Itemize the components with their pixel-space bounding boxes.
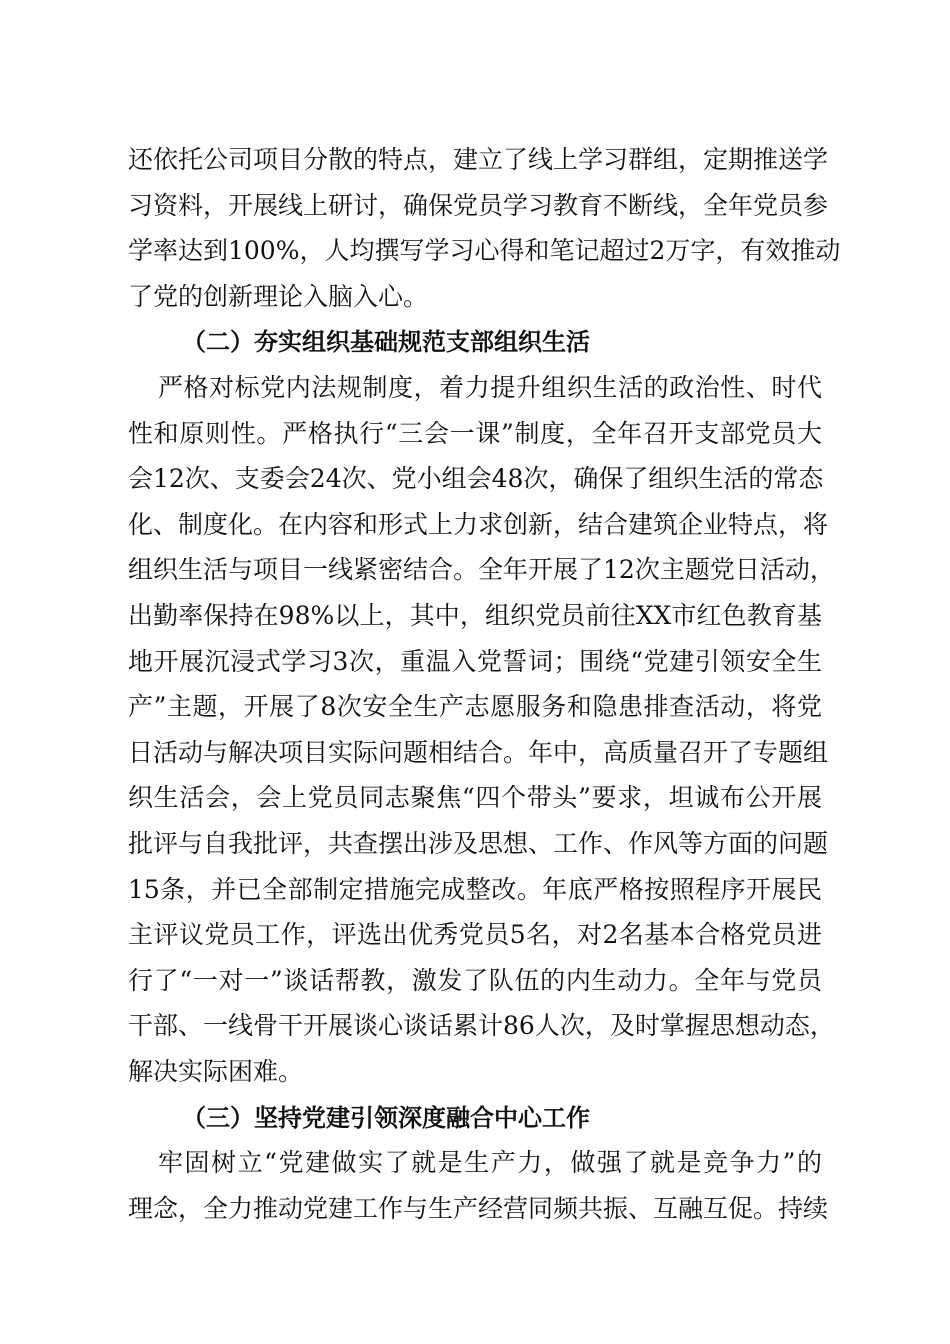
text-line: 干部、一线骨干开展谈心谈话累计86人次，及时掌握思想动态， bbox=[128, 1011, 835, 1040]
text-line: 还依托公司项目分散的特点，建立了线上学习群组，定期推送学 bbox=[128, 145, 829, 174]
text-line: 严格对标党内法规制度，着力提升组织生活的政治性、时代 bbox=[158, 373, 822, 402]
text-line: 行了“一对一”谈话帮教，激发了队伍的内生动力。全年与党员 bbox=[128, 966, 822, 995]
text-line: 出勤率保持在98%以上，其中，组织党员前往XX市红色教育基 bbox=[128, 601, 822, 630]
text-line: 习资料，开展线上研讨，确保党员学习教育不断线，全年党员参 bbox=[128, 191, 829, 220]
text-line: 解决实际困难。 bbox=[128, 1057, 304, 1086]
text-line: 15条，并已全部制定措施完成整改。年底严格按照程序开展民 bbox=[128, 875, 822, 904]
text-line: 主评议党员工作，评选出优秀党员5名，对2名基本合格党员进 bbox=[128, 920, 822, 949]
text-line: 会12次、支委会24次、党小组会48次，确保了组织生活的常态 bbox=[128, 464, 824, 493]
text-line: 日活动与解决项目实际问题相结合。年中，高质量召开了专题组 bbox=[128, 738, 829, 767]
section-heading-2: （二）夯实组织基础规范支部组织生活 bbox=[182, 328, 590, 356]
text-line: 学率达到100%，人均撰写学习心得和笔记超过2万字，有效推动 bbox=[128, 236, 841, 265]
text-line: 化、制度化。在内容和形式上力求创新，结合建筑企业特点，将 bbox=[128, 510, 829, 539]
text-line: 牢固树立“党建做实了就是生产力，做强了就是竞争力”的 bbox=[158, 1148, 822, 1177]
text-line: 性和原则性。严格执行“三会一课”制度，全年召开支部党员大 bbox=[128, 419, 822, 448]
text-line: 地开展沉浸式学习3次，重温入党誓词；围绕“党建引领安全生 bbox=[128, 647, 822, 676]
text-line: 了党的创新理论入脑入心。 bbox=[128, 282, 429, 311]
text-line: 批评与自我批评，共查摆出涉及思想、工作、作风等方面的问题 bbox=[128, 829, 829, 858]
text-line: 产”主题，开展了8次安全生产志愿服务和隐患排查活动，将党 bbox=[128, 692, 822, 721]
section-heading-3: （三）坚持党建引领深度融合中心工作 bbox=[182, 1104, 590, 1132]
text-line: 织生活会，会上党员同志聚焦“四个带头”要求，坦诚布公开展 bbox=[128, 783, 822, 812]
text-line: 理念，全力推动党建工作与生产经营同频共振、互融互促。持续 bbox=[128, 1194, 829, 1223]
text-line: 组织生活与项目一线紧密结合。全年开展了12次主题党日活动， bbox=[128, 555, 835, 584]
